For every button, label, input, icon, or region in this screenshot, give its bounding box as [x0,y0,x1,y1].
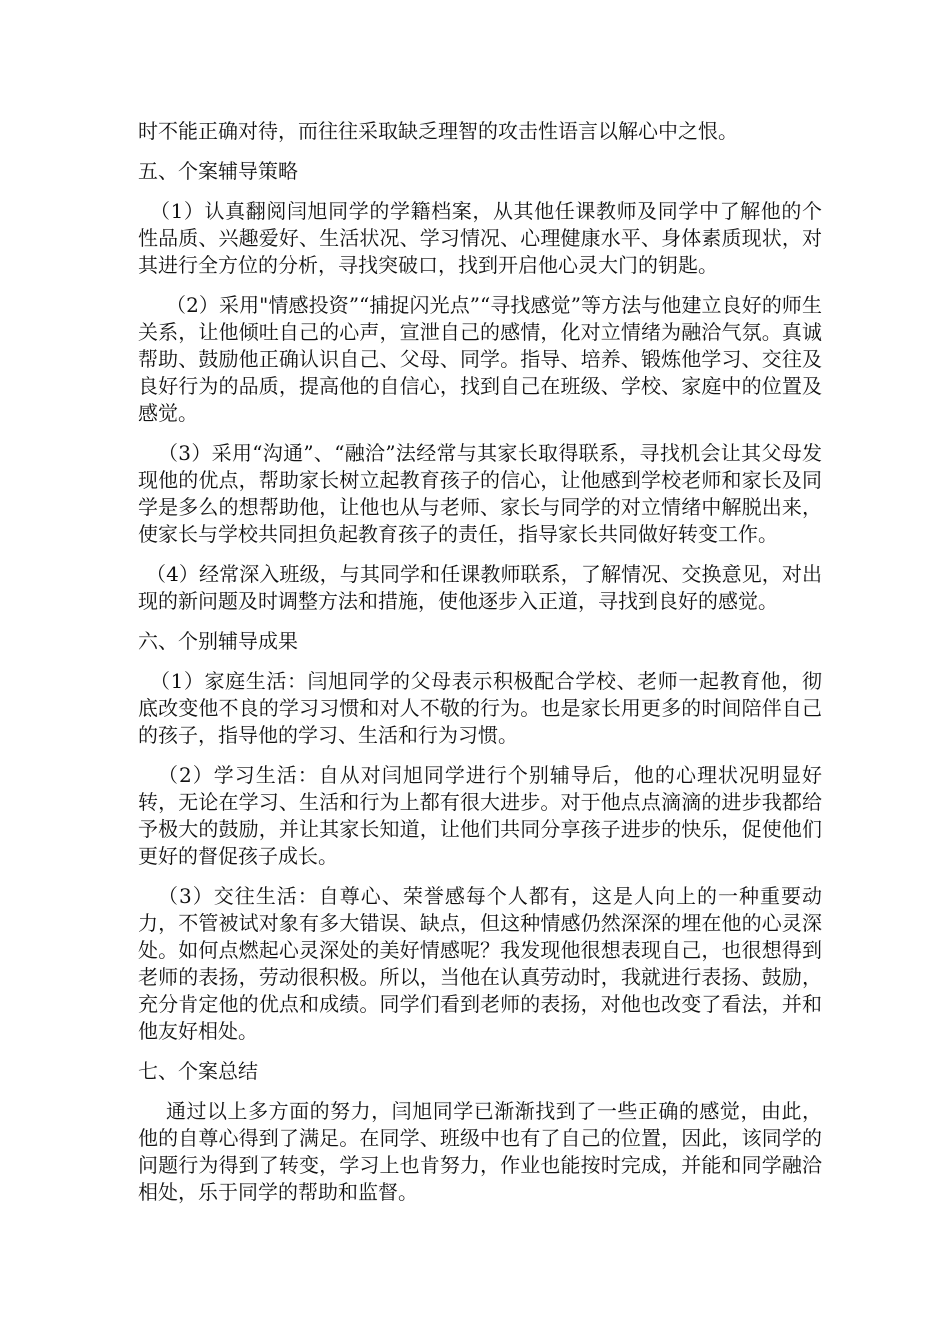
paragraph-strategy-3: （3）采用“沟通”、“融洽”法经常与其家长取得联系，寻找机会让其父母发现他的优点，帮助家长树立起教育孩子的信心，让他感到学校老师和家长及同学是多么的想帮助他，让他也从与老师、家长与同学的对立情绪中解脱出来，使家长与学校共同担负起教育孩子的责任，指导家长共同做好转变工作。 [138,441,822,546]
section-heading-6: 六、个别辅导成果 [138,629,298,653]
paragraph-strategy-4: （4）经常深入班级，与其同学和任课教师联系，了解情况、交换意见，对出现的新问题及时调整方法和措施，使他逐步入正道，寻找到良好的感觉。 [138,562,822,613]
section-heading-5: 五、个案辅导策略 [138,159,298,183]
paragraph-result-3: （3）交往生活：自尊心、荣誉感每个人都有，这是人向上的一种重要动力，不管被试对象有多大错误、缺点，但这种情感仍然深深的埋在他的心灵深处。如何点燃起心灵深处的美好情感呢？我发现他很想表现自己，也很想得到老师的表扬，劳动很积极。所以，当他在认真劳动时，我就进行表扬、鼓励，充分肯定他的优点和成绩。同学们看到老师的表扬，对他也改变了看法，并和他友好相处。 [138,884,822,1043]
paragraph-strategy-2: （2）采用"情感投资”“捕捉闪光点”“寻找感觉”等方法与他建立良好的师生关系，让他倾吐自己的心声，宣泄自己的感情，化对立情绪为融洽气氛。真诚帮助、鼓励他正确认识自己、父母、同学。指导、培养、锻炼他学习、交往及良好行为的品质，提高他的自信心，找到自己在班级、学校、家庭中的位置及感觉。 [138,293,822,425]
paragraph-summary: 通过以上多方面的努力，闫旭同学已渐渐找到了一些正确的感觉，由此，他的自尊心得到了满足。在同学、班级中也有了自己的位置，因此，该同学的问题行为得到了转变，学习上也肯努力，作业也能按时完成，并能和同学融洽相处，乐于同学的帮助和监督。 [138,1099,822,1204]
paragraph-result-2: （2）学习生活：自从对闫旭同学进行个别辅导后，他的心理状况明显好转，无论在学习、生活和行为上都有很大进步。对于他点点滴滴的进步我都给予极大的鼓励，并让其家长知道，让他们共同分享孩子进步的快乐，促使他们更好的督促孩子成长。 [138,763,822,868]
section-heading-7: 七、个案总结 [138,1059,258,1083]
paragraph-continuation: 时不能正确对待，而往往采取缺乏理智的攻击性语言以解心中之恨。 [138,119,738,143]
document-page [138,118,822,1219]
paragraph-result-1: （1）家庭生活：闫旭同学的父母表示积极配合学校、老师一起教育他，彻底改变他不良的学习习惯和对人不敬的行为。也是家长用更多的时间陪伴自己的孩子，指导他的学习、生活和行为习惯。 [138,669,822,747]
paragraph-strategy-1: （1）认真翻阅闫旭同学的学籍档案，从其他任课教师及同学中了解他的个性品质、兴趣爱好、生活状况、学习情况、心理健康水平、身体素质现状，对其进行全方位的分析，寻找突破口，找到开启他心灵大门的钥匙。 [138,199,822,277]
